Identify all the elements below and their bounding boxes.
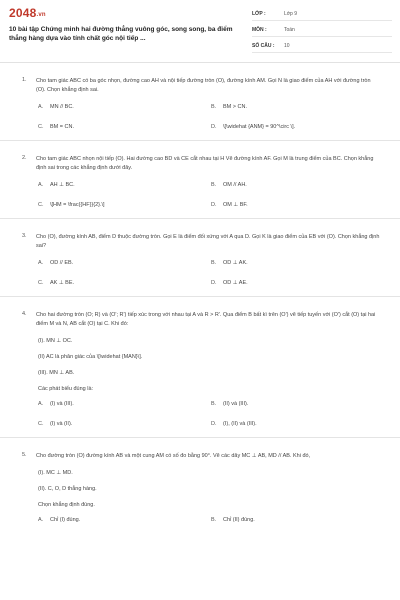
option-letter: C.	[38, 202, 44, 208]
page-title: 10 bài tập Chứng minh hai đường thẳng vuông góc, song song, ba điểm thẳng hàng dựa vào tính chất góc nội tiếp ...	[9, 26, 233, 42]
option-text: AK ⊥ BE.	[50, 280, 75, 286]
option-a[interactable]	[38, 182, 211, 188]
option-text: OM ⊥ BF.	[223, 202, 248, 208]
option-text: (I), (II) và (III).	[223, 421, 257, 427]
option-a[interactable]	[38, 104, 211, 110]
option-letter: A.	[38, 260, 44, 266]
meta-value: 10	[284, 43, 290, 49]
option-c[interactable]	[38, 202, 211, 208]
option-letter: C.	[38, 124, 44, 130]
statement: (III). MN ⊥ AB.	[38, 370, 75, 376]
answer-options	[10, 392, 390, 437]
logo-text: 2048	[9, 6, 37, 20]
site-logo[interactable]	[9, 6, 46, 20]
question-number: 5.	[22, 452, 27, 458]
logo-suffix: .vn	[36, 12, 46, 18]
option-text: Chỉ (II) đúng.	[223, 517, 255, 523]
option-letter: A.	[38, 104, 44, 110]
option-text: (II) và (III).	[223, 401, 249, 407]
question-number: 4.	[22, 311, 27, 317]
question-4	[0, 297, 400, 438]
option-text: MN // BC.	[50, 104, 74, 110]
option-letter: A.	[38, 517, 44, 523]
option-text: \[HM = \frac{{HF}}{2}.\]	[50, 202, 105, 208]
question-3	[0, 219, 400, 297]
question-text: Cho hai đường tròn (O; R) và (O'; R') tiếp xúc trong với nhau tại A và R > R'. Qua điểm B bất kì trên (O') vẽ tiếp tuyến với (O') cắt (O) tại hai điểm M và N, AB cắt (O) tại C. Khi đó:	[36, 312, 376, 327]
option-text: BM > CN.	[223, 104, 247, 110]
meta-label: SỐ CÂU :	[252, 43, 275, 49]
meta-label: LỚP :	[252, 11, 266, 17]
header	[0, 0, 400, 63]
question-1	[0, 63, 400, 141]
question-number: 3.	[22, 233, 27, 239]
question-text: Cho tam giác ABC có ba góc nhọn, đường cao AH và nội tiếp đường tròn (O), đường kính AM. Gọi N là giao điểm của AH với đường tròn (O). Chọn khẳng định sai.	[36, 78, 371, 93]
meta-value: Lớp 9	[284, 11, 298, 17]
option-letter: B.	[211, 401, 217, 407]
option-b[interactable]	[211, 517, 384, 523]
option-letter: A.	[38, 182, 44, 188]
option-text: AH ⊥ BC.	[50, 182, 75, 188]
question-text: Cho (O), đường kính AB, điểm D thuộc đường tròn. Gọi E là điểm đối xứng với A qua D. Gọi K là giao điểm của EB với (O). Chọn khẳng định sai?	[36, 234, 380, 249]
question-prompt: Các phát biểu đúng là:	[38, 386, 94, 392]
question-5	[0, 438, 400, 533]
question-2	[0, 141, 400, 219]
option-text: OD ⊥ AE.	[223, 280, 248, 286]
option-letter: B.	[211, 104, 217, 110]
option-c[interactable]	[38, 421, 211, 427]
option-c[interactable]	[38, 280, 211, 286]
option-letter: D.	[211, 421, 217, 427]
statement: (II). C, O, D thẳng hàng.	[38, 486, 97, 492]
meta-row-grade	[252, 8, 392, 21]
option-letter: C.	[38, 280, 44, 286]
option-b[interactable]	[211, 260, 384, 266]
option-d[interactable]	[211, 124, 384, 130]
option-d[interactable]	[211, 421, 384, 427]
option-d[interactable]	[211, 280, 384, 286]
question-number: 1.	[22, 77, 27, 83]
option-c[interactable]	[38, 124, 211, 130]
option-b[interactable]	[211, 401, 384, 407]
meta-row-subject	[252, 24, 392, 37]
question-list	[0, 63, 400, 533]
meta-panel	[252, 8, 392, 56]
statement: (I). MC ⊥ MD.	[38, 470, 73, 476]
option-text: \[\widehat {ANM} = 90^\circ \].	[223, 124, 296, 130]
option-letter: C.	[38, 421, 44, 427]
answer-options	[10, 251, 390, 296]
meta-label: MÔN :	[252, 27, 267, 33]
statement: (I). MN ⊥ OC.	[38, 338, 73, 344]
option-text: OM // AH.	[223, 182, 247, 188]
option-letter: D.	[211, 202, 217, 208]
question-text: Cho đường tròn (O) đường kính AB và một cung AM có số đo bằng 90°. Vẽ các dây MC ⊥ AB, MD // AB. Khi đó,	[36, 453, 311, 459]
statement: (II) AC là phân giác của \[\widehat {MAN}\].	[38, 354, 143, 360]
option-letter: D.	[211, 124, 217, 130]
answer-options	[10, 95, 390, 140]
question-number: 2.	[22, 155, 27, 161]
option-text: OD ⊥ AK.	[223, 260, 248, 266]
question-text: Cho tam giác ABC nhọn nội tiếp (O). Hai đường cao BD và CE cắt nhau tại H Vẽ đường kính AF. Gọi M là trung điểm của BC. Chọn khẳng định sai trong các khẳng định dưới đây.	[36, 156, 374, 171]
option-letter: D.	[211, 280, 217, 286]
answer-options	[10, 508, 390, 533]
option-b[interactable]	[211, 104, 384, 110]
option-text: BM = CN.	[50, 124, 74, 130]
option-a[interactable]	[38, 401, 211, 407]
option-letter: B.	[211, 517, 217, 523]
option-letter: A.	[38, 401, 44, 407]
option-a[interactable]	[38, 517, 211, 523]
meta-row-count	[252, 40, 392, 53]
option-text: OD // EB.	[50, 260, 74, 266]
option-letter: B.	[211, 260, 217, 266]
option-b[interactable]	[211, 182, 384, 188]
option-a[interactable]	[38, 260, 211, 266]
option-text: (I) và (II).	[50, 421, 73, 427]
option-d[interactable]	[211, 202, 384, 208]
question-prompt: Chọn khẳng định đúng.	[38, 502, 95, 508]
option-text: (I) và (III).	[50, 401, 74, 407]
option-text: Chỉ (I) đúng.	[50, 517, 81, 523]
option-letter: B.	[211, 182, 217, 188]
answer-options	[10, 173, 390, 218]
meta-value: Toán	[284, 27, 295, 33]
